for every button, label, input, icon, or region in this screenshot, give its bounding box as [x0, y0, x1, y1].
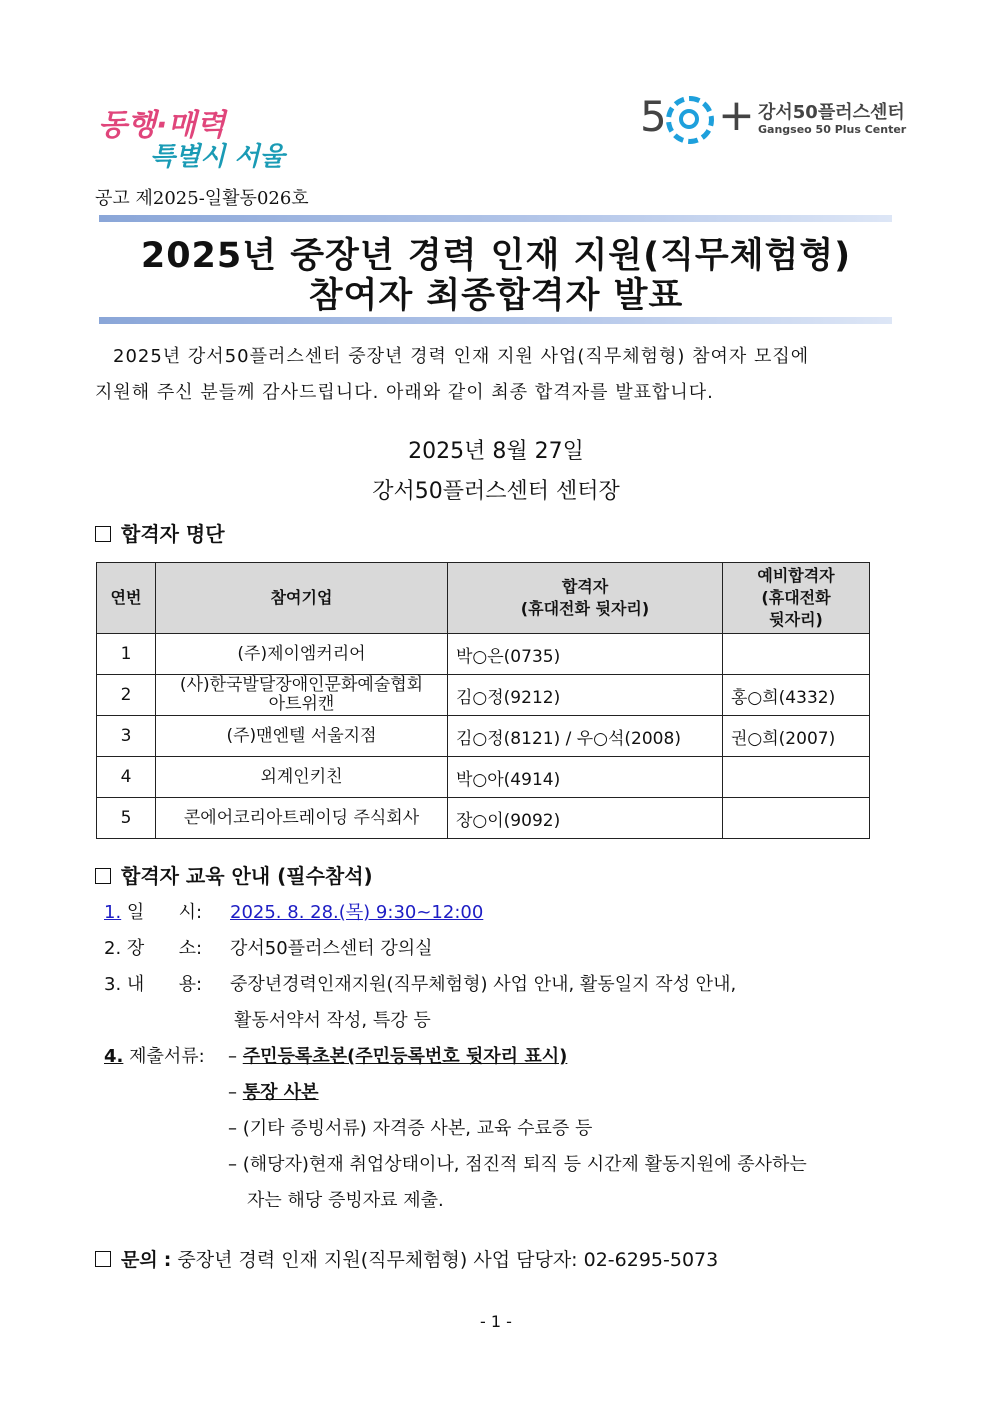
doc-text: (해당자)현재 취업상태이나, 점진적 퇴직 등 시간제 활동지원에 종사하는: [242, 1154, 807, 1175]
checkbox-icon: [95, 1251, 111, 1267]
page-number: - 1 -: [480, 1312, 512, 1331]
edu-content-cont: 활동서약서 작성, 특강 등: [234, 1010, 431, 1031]
seoul-logo-line1: 동행·매력: [98, 108, 226, 143]
header-reserve: 예비합격자 (휴대전화 뒷자리): [723, 563, 870, 634]
row-passer: 박○아(4914): [448, 757, 723, 798]
row-passer: 김○정(8121) / 우○석(2008): [448, 716, 723, 757]
edu-datetime: 2025. 8. 28.(목) 9:30~12:00: [230, 902, 484, 923]
edu-item-3: [104, 970, 737, 996]
edu-item-1: [104, 898, 484, 924]
edu-item-4: [104, 1042, 205, 1068]
row-reserve: 권○희(2007): [723, 716, 870, 757]
item-key: 일 시:: [126, 902, 203, 923]
table-row: [97, 798, 870, 839]
dash: –: [228, 1118, 237, 1139]
logo-ring-icon: [666, 96, 714, 144]
notice-number: 공고 제2025-일활동026호: [95, 188, 309, 209]
section-education-heading: [95, 860, 373, 889]
signer: 강서50플러스센터 센터장: [372, 479, 620, 504]
title-bar-top: [99, 215, 892, 222]
row-no: 5: [97, 798, 156, 839]
item-number: 1.: [104, 902, 122, 923]
title-bar-bottom: [99, 317, 892, 324]
doc-text: 통장 사본: [242, 1082, 319, 1103]
doc-text: (기타 증빙서류) 자격증 사본, 교육 수료증 등: [242, 1118, 593, 1139]
row-reserve: 홍○희(4332): [723, 675, 870, 716]
intro-line1: 2025년 강서50플러스센터 중장년 경력 인재 지원 사업(직무체험형) 참여자 모집에: [113, 346, 810, 367]
title-line2: 참여자 최종합격자 발표: [308, 276, 684, 316]
row-no: 3: [97, 716, 156, 757]
doc-text: 주민등록초본(주민등록번호 뒷자리 표시): [242, 1046, 568, 1067]
table-row: [97, 757, 870, 798]
title-line1: 2025년 중장년 경력 인재 지원(직무체험형): [140, 236, 852, 276]
edu-item-2: [104, 934, 433, 960]
contact-sep: :: [163, 1249, 172, 1271]
passers-table: [96, 562, 870, 839]
doc-3: [228, 1114, 592, 1140]
item-number: 4.: [104, 1046, 124, 1067]
section-label: 합격자 교육 안내 (필수참석): [121, 864, 373, 888]
checkbox-icon: [95, 868, 111, 884]
header-passer: 합격자 (휴대전화 뒷자리): [448, 563, 723, 634]
section-passers-heading: [95, 518, 225, 547]
row-company: (주)제이엠커리어: [156, 634, 448, 675]
row-reserve: [723, 798, 870, 839]
header-company: 참여기업: [156, 563, 448, 634]
table-row: [97, 675, 870, 716]
dash: –: [228, 1154, 237, 1175]
item-number: 3.: [104, 974, 122, 995]
item-key: 제출서류:: [129, 1046, 205, 1067]
doc-4-cont: 자는 해당 증빙자료 제출.: [247, 1190, 444, 1211]
intro-line2: 지원해 주신 분들께 감사드립니다. 아래와 같이 최종 합격자를 발표합니다.: [95, 382, 714, 403]
row-company: (사)한국발달장애인문화예술협회 아트위캔: [156, 675, 448, 716]
row-reserve: [723, 634, 870, 675]
seoul-logo: [98, 100, 285, 172]
row-passer: 김○정(9212): [448, 675, 723, 716]
edu-content: 중장년경력인재지원(직무체험형) 사업 안내, 활동일지 작성 안내,: [230, 974, 737, 995]
contact-label: 문의: [121, 1249, 158, 1271]
logo-korean: 강서50플러스센터: [758, 102, 905, 123]
item-key: 내 용:: [126, 974, 203, 995]
row-company: 콘에어코리아트레이딩 주식회사: [156, 798, 448, 839]
dash: –: [228, 1082, 237, 1103]
checkbox-icon: [95, 526, 111, 542]
row-passer: 박○은(0735): [448, 634, 723, 675]
row-reserve: [723, 757, 870, 798]
contact-text: 중장년 경력 인재 지원(직무체험형) 사업 담당자: 02-6295-5073: [177, 1249, 719, 1271]
table-row: [97, 716, 870, 757]
edu-place: 강서50플러스센터 강의실: [230, 938, 433, 959]
logo-5: 5: [640, 92, 667, 141]
contact-line: [95, 1245, 718, 1272]
row-company: (주)맨엔텔 서울지점: [156, 716, 448, 757]
table-header-row: [97, 563, 870, 634]
announce-date: 2025년 8월 27일: [408, 439, 584, 464]
item-key: 장 소:: [126, 938, 203, 959]
row-no: 2: [97, 675, 156, 716]
logo-english: Gangseo 50 Plus Center: [758, 123, 907, 136]
table-row: [97, 634, 870, 675]
dash: –: [228, 1046, 237, 1067]
header-no: 연번: [97, 563, 156, 634]
doc-1: [228, 1042, 567, 1068]
logo-plus: +: [718, 90, 755, 141]
doc-2: [228, 1078, 319, 1104]
row-company: 외계인키친: [156, 757, 448, 798]
doc-4: [228, 1150, 807, 1176]
row-no: 4: [97, 757, 156, 798]
row-passer: 장○이(9092): [448, 798, 723, 839]
row-no: 1: [97, 634, 156, 675]
item-number: 2.: [104, 938, 122, 959]
seoul-logo-line2: 특별시 서울: [150, 142, 285, 172]
section-label: 합격자 명단: [121, 522, 225, 546]
